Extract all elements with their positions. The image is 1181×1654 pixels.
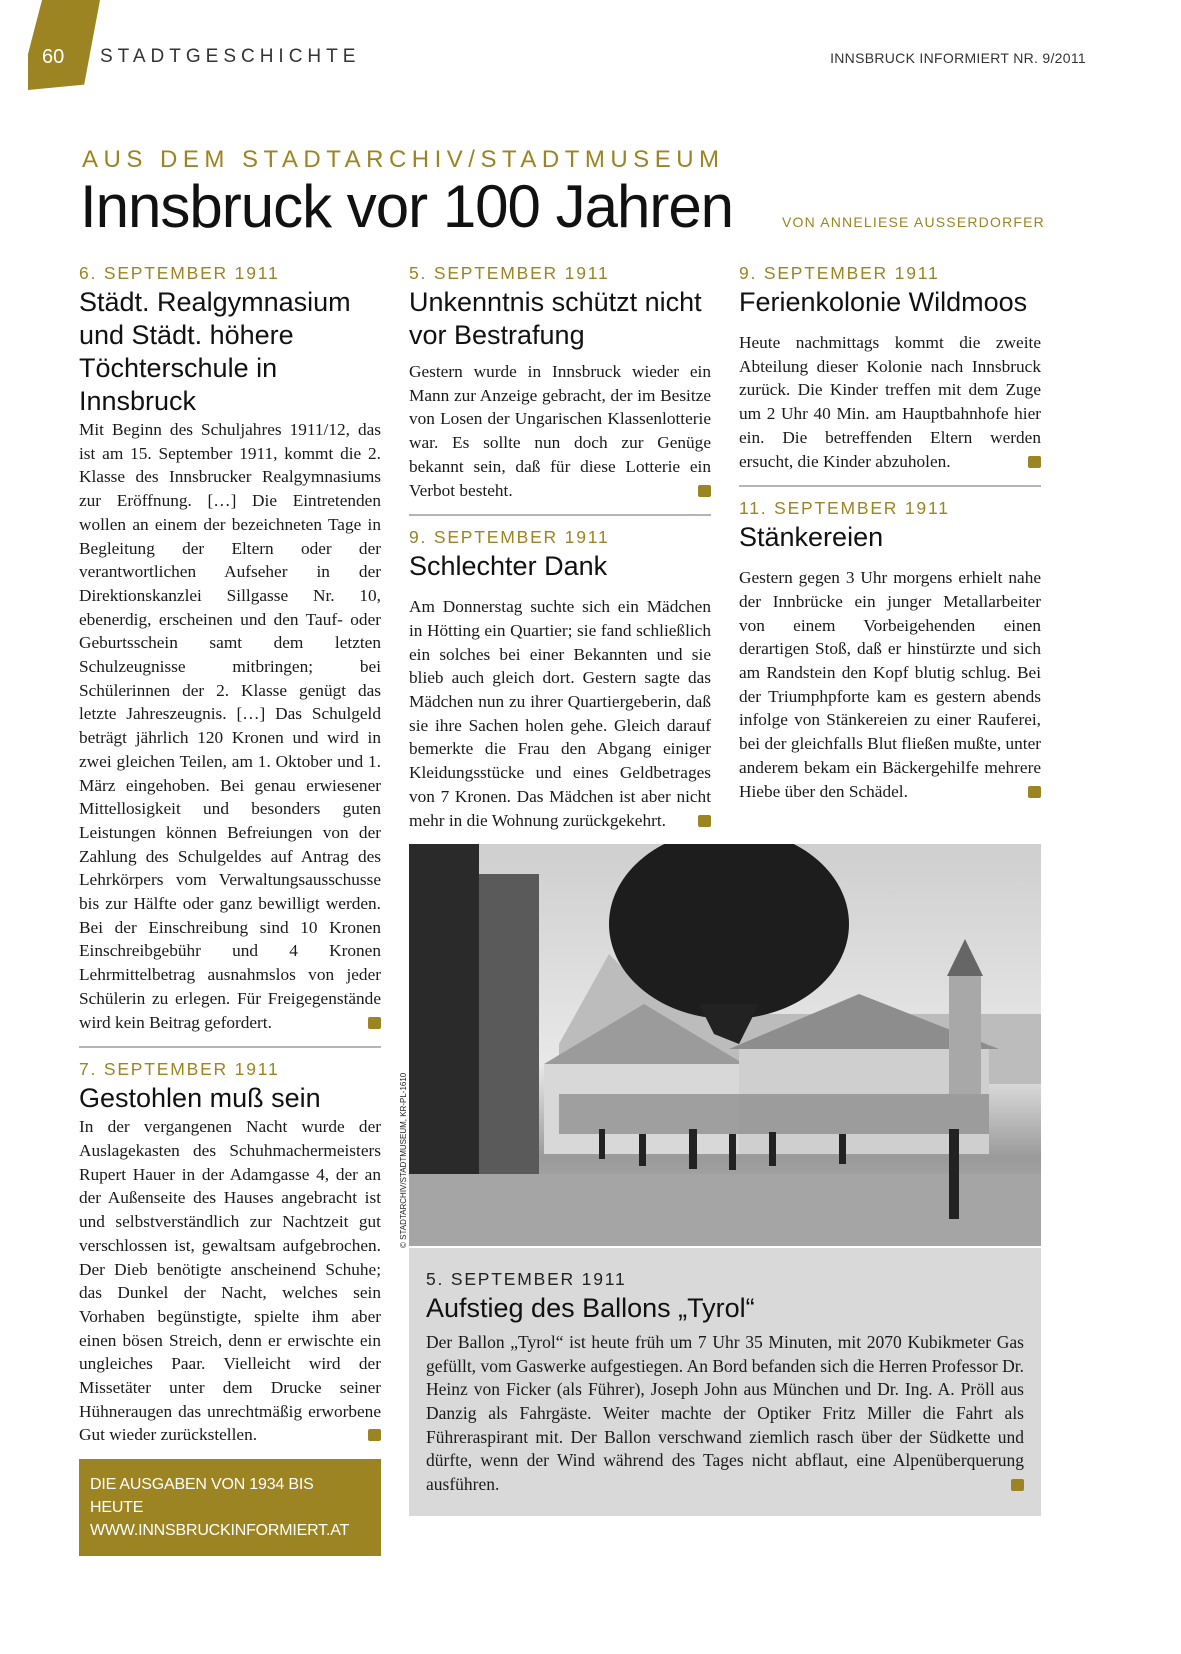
article-headline: Schlechter Dank bbox=[409, 551, 608, 582]
article-gestohlen bbox=[79, 1058, 381, 1447]
article-date: 5. SEPTEMBER 1911 bbox=[409, 263, 610, 283]
end-mark-icon bbox=[368, 1017, 381, 1029]
end-mark-icon bbox=[698, 485, 711, 497]
article-headline: Ferienkolonie Wildmoos bbox=[739, 287, 1028, 317]
article-schlechter-dank bbox=[409, 526, 711, 832]
article-unkenntnis bbox=[409, 262, 711, 502]
section-tab bbox=[28, 0, 100, 90]
promo-line: DIE AUSGABEN VON 1934 BIS HEUTE bbox=[90, 1476, 314, 1517]
article-body: Gestern wurde in Innsbruck wieder ein Mann zur Anzeige gebracht, der im Besitze von Losen der Ungarischen Klassenlotterie war. Es sollte nun doch zur Genüge bekannt sein, daß für diese Lotterie ein Verbot besteht. bbox=[409, 362, 711, 500]
article-body: Heute nachmittags kommt die zweite Abteilung dieser Kolonie nach Innsbruck zurück. Die Kinder treffen mit dem Zuge um 2 Uhr 40 Min. am Hauptbahnhofe hier ein. Die betreffenden Eltern werden ersucht, die Kinder abzuholen. bbox=[739, 333, 1041, 471]
spacer bbox=[409, 832, 1041, 844]
article-body: Gestern gegen 3 Uhr morgens erhielt nahe der Innbrücke ein junger Metallarbeiter von einem Vorbeigehenden einen derartigen Stoß, daß er hinstürzte und sich am Randstein den Kopf blutig schlug. Bei der Triumphpforte kam es gestern abends infolge von Stänkereien zu einer Rauferei, bei der gleichfalls Blut fließen mußte, unter anderem bekam ein Bäckergehilfe mehrere Hiebe über den Schädel. bbox=[739, 568, 1041, 801]
article-date: 11. SEPTEMBER 1911 bbox=[739, 498, 950, 519]
feature-title-row bbox=[80, 172, 1045, 241]
column-right-area bbox=[399, 262, 1041, 1516]
article-headline: Aufstieg des Ballons „Tyrol“ bbox=[426, 1293, 755, 1324]
end-mark-icon bbox=[1028, 786, 1041, 798]
issue-label: INNSBRUCK INFORMIERT NR. 9/2011 bbox=[830, 50, 1086, 66]
photo-wrapper bbox=[399, 844, 1041, 1249]
article-date: 9. SEPTEMBER 1911 bbox=[409, 527, 610, 548]
article-date: 9. SEPTEMBER 1911 bbox=[739, 263, 940, 283]
column-right bbox=[739, 262, 1041, 832]
column-middle bbox=[409, 262, 711, 832]
top-row bbox=[409, 262, 1041, 832]
column-left bbox=[79, 262, 381, 1556]
article-body: Der Ballon „Tyrol“ ist heute früh um 7 Uhr 35 Minuten, mit 2070 Kubikmeter Gas gefüllt, vom Gaswerke aufgestiegen. An Bord befanden sich die Herren Professor Dr. Heinz von Ficker (als Führer), Joseph John aus München und Dr. Ing. A. Pröll aus Danzig als Fahrgäste. Weiter machte der Optiker Fritz Miller die Fahrt als Führeraspirant mit. Der Ballon verschwand ziemlich rasch über der Südkette und dürfte, wenn der Wind während des Tages nicht abflaut, eine Alpenüberquerung ausführen. bbox=[426, 1332, 1024, 1494]
article-body: In der vergangenen Nacht wurde der Auslagekasten des Schuhmachermeisters Rupert Hauer in der Adamgasse 4, der an der Außenseite des Hauses angebracht ist und selbstverständlich zur Nachtzeit gut verschlossen ist, gewaltsam aufgebrochen. Der Dieb benötigte anscheinend Schuhe; das Dunkel der Nacht, welches sein Vorhaben begünstigte, spielte ihm aber einen bösen Streich, denn er erwischte ein ungleiches Paar. Vielleicht wird der Missetäter unter dem Drucke seiner Hühneraugen das unrechtmäßig erworbene Gut wieder zurückstellen. bbox=[79, 1117, 381, 1445]
article-staenkereien bbox=[739, 497, 1041, 803]
article-headline: Unkenntnis schützt nicht vor Bestrafung bbox=[409, 287, 702, 350]
divider bbox=[409, 514, 711, 516]
balloon-photo bbox=[409, 844, 1041, 1246]
end-mark-icon bbox=[698, 815, 711, 827]
article-ferienkolonie bbox=[739, 262, 1041, 473]
article-body: Am Donnerstag suchte sich ein Mädchen in Hötting ein Quartier; sie fand schließlich ein solches bei einer Bekannten und sie blieb auch gleich dort. Gestern sagte das Mädchen nun zu ihrer Quartiergeberin, daß sie ihre Sachen holen gehe. Gleich darauf bemerkte die Frau den Abgang einiger Kleidungsstücke und eines Geldbetrages von 7 Kronen. Das Mädchen ist aber nicht mehr in die Wohnung zurückgekehrt. bbox=[409, 597, 711, 830]
feature-title: Innsbruck vor 100 Jahren bbox=[80, 173, 734, 240]
promo-url[interactable]: WWW.INNSBRUCKINFORMIERT.AT bbox=[90, 1522, 350, 1540]
article-body: Mit Beginn des Schuljahres 1911/12, das ist am 15. September 1911, kommt die 2. Klasse des Innsbrucker Realgymnasiums zur Eröffnung. […] Die Eintretenden wollen an einem der bezeichneten Tage in Begleitung der Eltern oder der verantwortlichen Aufseher in der Direktionskanzlei Sillgasse Nr. 10, ebenerdig, erscheinen und den Tauf- oder Geburtsschein samt dem letzten Schulzeugnisse mitbringen; bei Schülerinnen der 2. Klasse genügt das letzte Jahreszeugnis. […] Das Schulgeld beträgt jährlich 120 Kronen und wird in zwei gleichen Teilen, am 1. Oktober und 1. März eingehoben. Bei genau erwiesener Mittellosigkeit und besonders guten Leistungen können Befreiungen von der Zahlung des Schulgeldes auf Antrag des Lehrkörpers vom Verwaltungsausschusse bis zur Hälfte oder ganz bewilligt werden. Bei der Einschreibung sind 10 Kronen Einschreibgebühr und 4 Kronen Lehrmittelbetrag ausnahmslos von jeder Schülerin zu erlegen. Für Freigegenstände wird kein Beitrag gefordert. bbox=[79, 420, 381, 1032]
balloon-photo-image bbox=[409, 844, 1041, 1246]
article-realgymnasium bbox=[79, 262, 381, 1034]
article-headline: Stänkereien bbox=[739, 522, 884, 553]
section-title: STADTGESCHICHTE bbox=[100, 46, 361, 67]
spacer bbox=[79, 1447, 381, 1459]
divider bbox=[739, 485, 1041, 487]
feature-kicker: AUS DEM STADTARCHIV/STADTMUSEUM bbox=[82, 146, 725, 173]
page-number: 60 bbox=[42, 46, 65, 68]
photo-credit: © STADTARCHIV/STADTMUSEUM, KR-PL-1610 bbox=[399, 1072, 408, 1249]
article-date: 5. SEPTEMBER 1911 bbox=[426, 1269, 627, 1290]
article-headline: Gestohlen muß sein bbox=[79, 1083, 321, 1114]
end-mark-icon bbox=[1028, 456, 1041, 468]
author-byline: VON ANNELIESE AUSSERDORFER bbox=[781, 214, 1045, 230]
divider bbox=[79, 1046, 381, 1048]
article-date: 7. SEPTEMBER 1911 bbox=[79, 1059, 280, 1080]
end-mark-icon bbox=[1011, 1479, 1024, 1491]
archive-link-box[interactable] bbox=[79, 1459, 381, 1556]
balloon-article-box bbox=[409, 1248, 1041, 1516]
end-mark-icon bbox=[368, 1429, 381, 1441]
article-headline: Städt. Realgymnasium und Städt. höhere Töchterschule in Innsbruck bbox=[79, 287, 351, 416]
article-date: 6. SEPTEMBER 1911 bbox=[79, 263, 280, 283]
